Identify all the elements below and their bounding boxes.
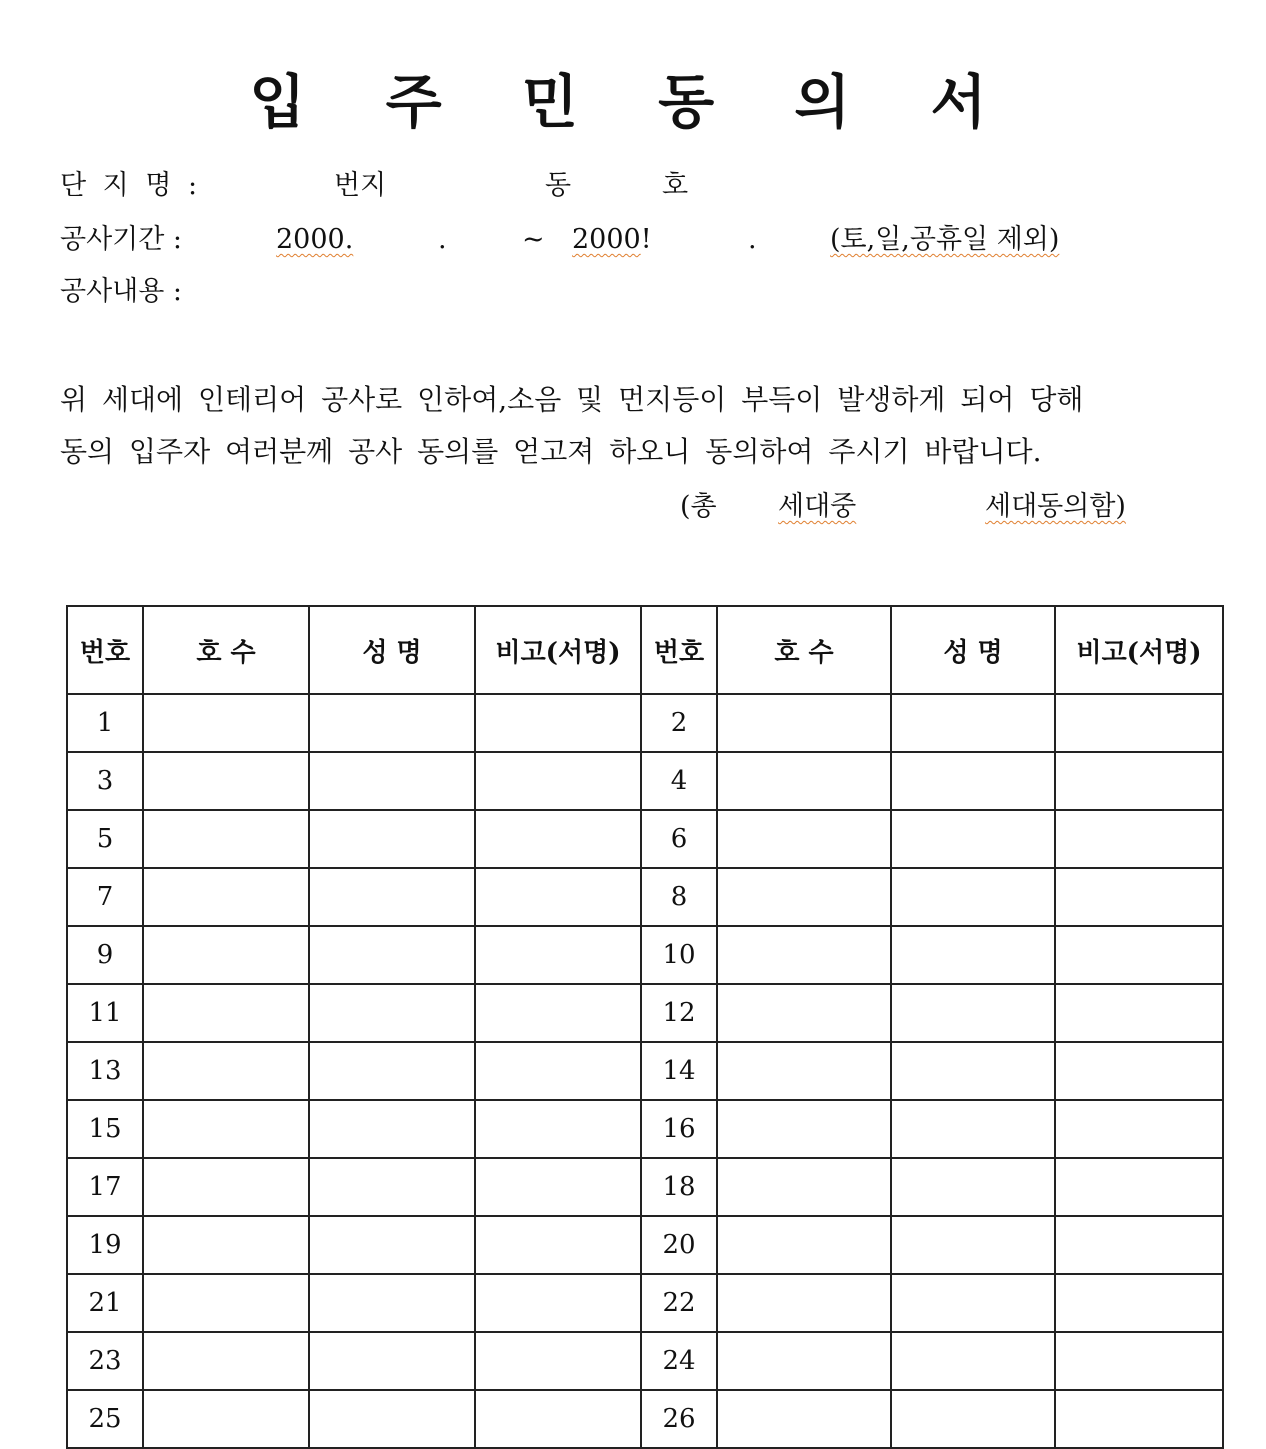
row-number: 1: [67, 694, 143, 752]
signature-cell[interactable]: [1055, 810, 1223, 868]
period-end-value: 2000: [572, 224, 641, 255]
complex-name-label: 단 지 명 :: [60, 170, 202, 201]
table-row: [67, 694, 1223, 752]
header-unit: 호 수: [717, 606, 891, 694]
name-cell[interactable]: [309, 1332, 475, 1390]
unit-cell[interactable]: [717, 1216, 891, 1274]
tally-close: [985, 487, 1126, 527]
table-row: [67, 926, 1223, 984]
table-row: [67, 1042, 1223, 1100]
unit-cell[interactable]: [143, 1100, 309, 1158]
name-cell[interactable]: [309, 984, 475, 1042]
tally-close-text: 세대동의함): [985, 491, 1126, 522]
row-number: 9: [67, 926, 143, 984]
resident-roster-table: [66, 605, 1224, 1449]
table-row: [67, 984, 1223, 1042]
name-cell[interactable]: [891, 1216, 1055, 1274]
name-cell[interactable]: [309, 868, 475, 926]
signature-cell[interactable]: [475, 694, 641, 752]
unit-cell[interactable]: [717, 752, 891, 810]
name-cell[interactable]: [309, 1390, 475, 1448]
period-label: 공사기간 :: [60, 224, 183, 255]
row-number: 7: [67, 868, 143, 926]
table-row: [67, 1158, 1223, 1216]
unit-cell[interactable]: [717, 1100, 891, 1158]
row-number: 3: [67, 752, 143, 810]
tally-open: (총: [680, 491, 717, 522]
row-number: 19: [67, 1216, 143, 1274]
signature-cell[interactable]: [475, 984, 641, 1042]
table-row: [67, 1100, 1223, 1158]
unit-cell[interactable]: [143, 1390, 309, 1448]
signature-cell[interactable]: [475, 1216, 641, 1274]
table-row: [67, 1390, 1223, 1448]
header-unit: 호 수: [143, 606, 309, 694]
unit-cell[interactable]: [717, 1042, 891, 1100]
unit-cell[interactable]: [717, 1158, 891, 1216]
unit-cell[interactable]: [717, 984, 891, 1042]
unit-cell[interactable]: [143, 1332, 309, 1390]
signature-cell[interactable]: [475, 752, 641, 810]
signature-cell[interactable]: [475, 810, 641, 868]
signature-cell[interactable]: [1055, 1216, 1223, 1274]
unit-cell[interactable]: [717, 1332, 891, 1390]
row-number: 6: [641, 810, 717, 868]
name-cell[interactable]: [891, 1274, 1055, 1332]
table-header-row: [67, 606, 1223, 694]
signature-cell[interactable]: [1055, 868, 1223, 926]
name-cell[interactable]: [891, 694, 1055, 752]
signature-cell[interactable]: [475, 1332, 641, 1390]
header-number: 번호: [67, 606, 143, 694]
unit-cell[interactable]: [143, 1042, 309, 1100]
body-line-2: 동의 입주자 여러분께 공사 동의를 얻고져 하오니 동의하여 주시기 바랍니다.: [60, 435, 1042, 468]
lot-label: 번지: [334, 170, 387, 201]
row-number: 21: [67, 1274, 143, 1332]
name-cell[interactable]: [891, 926, 1055, 984]
name-cell[interactable]: [891, 752, 1055, 810]
name-cell[interactable]: [309, 694, 475, 752]
table-row: [67, 1332, 1223, 1390]
name-cell[interactable]: [891, 1332, 1055, 1390]
unit-cell[interactable]: [143, 1274, 309, 1332]
period-start-value: 2000.: [276, 224, 354, 255]
unit-cell[interactable]: [143, 694, 309, 752]
signature-cell[interactable]: [1055, 1332, 1223, 1390]
row-number: 24: [641, 1332, 717, 1390]
name-cell[interactable]: [309, 1158, 475, 1216]
header-name: 성 명: [309, 606, 475, 694]
name-cell[interactable]: [309, 810, 475, 868]
row-number: 5: [67, 810, 143, 868]
period-start-dot: .: [438, 224, 447, 255]
period-end-dot: .: [748, 224, 757, 255]
table-row: [67, 1274, 1223, 1332]
signature-cell[interactable]: [475, 868, 641, 926]
period-end-mark: !: [640, 224, 652, 255]
table-row: [67, 810, 1223, 868]
signature-cell[interactable]: [1055, 1158, 1223, 1216]
unit-label: 호: [662, 170, 689, 201]
row-number: 23: [67, 1332, 143, 1390]
header-remarks: 비고(서명): [475, 606, 641, 694]
name-cell[interactable]: [309, 1274, 475, 1332]
name-cell[interactable]: [891, 810, 1055, 868]
period-end: [572, 220, 652, 260]
signature-cell[interactable]: [475, 1390, 641, 1448]
name-cell[interactable]: [309, 1100, 475, 1158]
signature-cell[interactable]: [475, 1042, 641, 1100]
unit-cell[interactable]: [717, 694, 891, 752]
header-remarks: 비고(서명): [1055, 606, 1223, 694]
tally-mid-text: 세대중: [778, 491, 857, 522]
row-number: 20: [641, 1216, 717, 1274]
row-number: 8: [641, 868, 717, 926]
name-cell[interactable]: [891, 984, 1055, 1042]
unit-cell[interactable]: [717, 926, 891, 984]
row-number: 22: [641, 1274, 717, 1332]
building-label: 동: [545, 170, 572, 201]
signature-cell[interactable]: [1055, 1042, 1223, 1100]
name-cell[interactable]: [891, 1042, 1055, 1100]
table-row: [67, 868, 1223, 926]
period-exclusion-text: (토,일,공휴일 제외): [830, 224, 1060, 255]
row-number: 14: [641, 1042, 717, 1100]
document-title: 입 주 민 동 의 서: [249, 68, 1017, 136]
unit-cell[interactable]: [143, 810, 309, 868]
signature-cell[interactable]: [1055, 1100, 1223, 1158]
row-number: 16: [641, 1100, 717, 1158]
row-number: 25: [67, 1390, 143, 1448]
name-cell[interactable]: [891, 868, 1055, 926]
unit-cell[interactable]: [717, 1390, 891, 1448]
row-number: 26: [641, 1390, 717, 1448]
signature-cell[interactable]: [1055, 752, 1223, 810]
row-number: 15: [67, 1100, 143, 1158]
period-start: [276, 220, 353, 260]
body-line-1: 위 세대에 인테리어 공사로 인하여,소음 및 먼지등이 부득이 발생하게 되어 당해: [60, 383, 1084, 416]
unit-cell[interactable]: [143, 752, 309, 810]
name-cell[interactable]: [891, 1390, 1055, 1448]
signature-cell[interactable]: [475, 1158, 641, 1216]
table-row: [67, 752, 1223, 810]
row-number: 13: [67, 1042, 143, 1100]
header-name: 성 명: [891, 606, 1055, 694]
row-number: 2: [641, 694, 717, 752]
name-cell[interactable]: [309, 1042, 475, 1100]
content-label: 공사내용 :: [60, 276, 183, 307]
unit-cell[interactable]: [717, 810, 891, 868]
name-cell[interactable]: [309, 1216, 475, 1274]
name-cell[interactable]: [309, 926, 475, 984]
signature-cell[interactable]: [1055, 984, 1223, 1042]
row-number: 10: [641, 926, 717, 984]
signature-cell[interactable]: [475, 1274, 641, 1332]
header-number: 번호: [641, 606, 717, 694]
period-exclusion: [830, 220, 1059, 260]
signature-cell[interactable]: [1055, 926, 1223, 984]
row-number: 11: [67, 984, 143, 1042]
signature-cell[interactable]: [475, 926, 641, 984]
unit-cell[interactable]: [717, 868, 891, 926]
name-cell[interactable]: [891, 1158, 1055, 1216]
signature-cell[interactable]: [1055, 1274, 1223, 1332]
row-number: 4: [641, 752, 717, 810]
signature-cell[interactable]: [1055, 1390, 1223, 1448]
table-row: [67, 1216, 1223, 1274]
signature-cell[interactable]: [475, 1100, 641, 1158]
unit-cell[interactable]: [143, 868, 309, 926]
name-cell[interactable]: [309, 752, 475, 810]
tally-mid: [778, 487, 856, 527]
unit-cell[interactable]: [143, 1216, 309, 1274]
unit-cell[interactable]: [717, 1274, 891, 1332]
row-number: 18: [641, 1158, 717, 1216]
unit-cell[interactable]: [143, 984, 309, 1042]
period-tilde: ~: [522, 224, 545, 255]
signature-cell[interactable]: [1055, 694, 1223, 752]
row-number: 17: [67, 1158, 143, 1216]
unit-cell[interactable]: [143, 926, 309, 984]
name-cell[interactable]: [891, 1100, 1055, 1158]
row-number: 12: [641, 984, 717, 1042]
unit-cell[interactable]: [143, 1158, 309, 1216]
